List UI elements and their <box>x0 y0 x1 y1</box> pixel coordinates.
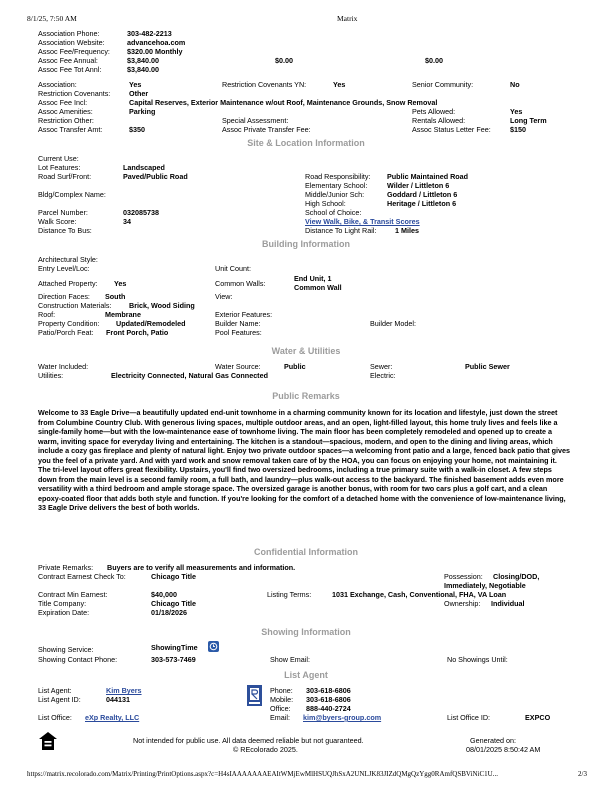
attached-label: Attached Property: <box>38 279 98 288</box>
water-source-label: Water Source: <box>215 362 261 371</box>
entry-label: Entry Level/Loc: <box>38 264 90 273</box>
rentals-label: Rentals Allowed: <box>412 116 466 125</box>
builder-label: Builder Name: <box>215 319 261 328</box>
showing-service-label: Showing Service: <box>38 645 94 654</box>
pets-value: Yes <box>510 107 523 116</box>
direction-value: South <box>105 292 126 301</box>
sewer-label: Sewer: <box>370 362 393 371</box>
agent-heading: List Agent <box>284 670 328 680</box>
view-label: View: <box>215 292 233 301</box>
rentals-value: Long Term <box>510 116 547 125</box>
rail-value: 1 Miles <box>395 226 419 235</box>
showings-until-label: No Showings Until: <box>447 655 508 664</box>
generated-value: 08/01/2025 8:50:42 AM <box>466 745 541 754</box>
disclaimer-line-2: © REcolorado 2025. <box>233 745 298 754</box>
listing-terms-value: 1031 Exchange, Cash, Conventional, FHA, VA Loan <box>332 590 507 599</box>
private-remarks-label: Private Remarks: <box>38 563 94 572</box>
private-transfer-label: Assoc Private Transfer Fee: <box>222 125 311 134</box>
transfer-value: $350 <box>129 125 145 134</box>
assoc-fee-annual-label: Assoc Fee Annual: <box>38 56 98 65</box>
association-label: Association: <box>38 80 77 89</box>
high-value: Heritage / Littleton 6 <box>387 199 457 208</box>
condition-label: Property Condition: <box>38 319 100 328</box>
senior-label: Senior Community: <box>412 80 474 89</box>
earnest-check-label: Contract Earnest Check To: <box>38 572 126 581</box>
covenants-yn-value: Yes <box>333 80 346 89</box>
transfer-label: Assoc Transfer Amt: <box>38 125 103 134</box>
agent-email-label: Email: <box>270 713 290 722</box>
earnest-min-label: Contract Min Earnest: <box>38 590 108 599</box>
amenities-value: Parking <box>129 107 156 116</box>
walls-label: Common Walls: <box>215 279 266 288</box>
roof-value: Membrane <box>105 310 141 319</box>
assoc-fee-freq-label: Assoc Fee/Frequency: <box>38 47 110 56</box>
assoc-website-label: Association Website: <box>38 38 105 47</box>
showing-contact-value: 303-573-7469 <box>151 655 196 664</box>
realtor-icon <box>247 685 262 706</box>
parcel-value: 032085738 <box>123 208 159 217</box>
possession-value-1: Closing/DOD, <box>493 572 540 581</box>
lot-value: Landscaped <box>123 163 165 172</box>
walls-value-2: Common Wall <box>294 283 342 292</box>
remarks-heading: Public Remarks <box>272 391 340 401</box>
assoc-fee-tot-label: Assoc Fee Tot Annl: <box>38 65 102 74</box>
middle-label: Middle/Junior Sch: <box>305 190 365 199</box>
pool-label: Pool Features: <box>215 328 262 337</box>
agent-mobile-value: 303-618-6806 <box>306 695 351 704</box>
office-id-value: EXPCO <box>525 713 551 722</box>
walk-value: 34 <box>123 217 131 226</box>
listing-terms-label: Listing Terms: <box>267 590 312 599</box>
walk-score-link[interactable]: View Walk, Bike, & Transit Scores <box>305 217 420 226</box>
ownership-value: Individual <box>491 599 525 608</box>
agent-id-label: List Agent ID: <box>38 695 81 704</box>
earnest-check-value: Chicago Title <box>151 572 196 581</box>
patio-value: Front Porch, Patio <box>106 328 169 337</box>
covenants-yn-label: Restriction Covenants YN: <box>222 80 307 89</box>
fee-incl-label: Assoc Fee Incl: <box>38 98 88 107</box>
elem-label: Elementary School: <box>305 181 368 190</box>
showing-service-value: ShowingTime <box>151 643 198 652</box>
construction-label: Construction Materials: <box>38 301 112 310</box>
senior-value: No <box>510 80 520 89</box>
expiration-label: Expiration Date: <box>38 608 90 617</box>
possession-value-2: Immediately, Negotiable <box>444 581 526 590</box>
site-heading: Site & Location Information <box>247 138 365 148</box>
agent-office-phone-value: 888-440-2724 <box>306 704 351 713</box>
agent-mobile-label: Mobile: <box>270 695 294 704</box>
agent-id-value: 044131 <box>106 695 130 704</box>
private-remarks-value: Buyers are to verify all measurements and information. <box>107 563 296 572</box>
unit-count-label: Unit Count: <box>215 264 251 273</box>
assoc-fee-annual-value: $3,840.00 <box>127 56 159 65</box>
patio-label: Patio/Porch Feat: <box>38 328 94 337</box>
lot-label: Lot Features: <box>38 163 81 172</box>
roof-label: Roof: <box>38 310 56 319</box>
road-resp-value: Public Maintained Road <box>387 172 469 181</box>
show-email-label: Show Email: <box>270 655 310 664</box>
model-label: Builder Model: <box>370 319 416 328</box>
arch-label: Architectural Style: <box>38 255 98 264</box>
title-co-value: Chicago Title <box>151 599 196 608</box>
agent-office-phone-label: Office: <box>270 704 291 713</box>
assoc-fee-annual-value-3: $0.00 <box>425 56 443 65</box>
expiration-value: 01/18/2026 <box>151 608 187 617</box>
disclaimer-line-1: Not intended for public use. All data deemed reliable but not guaranteed. <box>133 736 364 745</box>
showingtime-icon <box>208 641 219 652</box>
building-heading: Building Information <box>262 239 350 249</box>
agent-label: List Agent: <box>38 686 72 695</box>
status-letter-label: Assoc Status Letter Fee: <box>412 125 491 134</box>
assoc-phone-value: 303-482-2213 <box>127 29 172 38</box>
walk-label: Walk Score: <box>38 217 77 226</box>
footer-page: 2/3 <box>578 770 587 778</box>
utilities-label: Utilities: <box>38 371 64 380</box>
middle-value: Goddard / Littleton 6 <box>387 190 458 199</box>
agent-phone-value: 303-618-6806 <box>306 686 351 695</box>
showing-heading: Showing Information <box>261 627 351 637</box>
assoc-phone-label: Association Phone: <box>38 29 100 38</box>
office-link[interactable]: eXp Realty, LLC <box>85 713 140 722</box>
earnest-min-value: $40,000 <box>151 590 177 599</box>
office-id-label: List Office ID: <box>447 713 491 722</box>
agent-phone-label: Phone: <box>270 686 293 695</box>
current-use-label: Current Use: <box>38 154 79 163</box>
ownership-label: Ownership: <box>444 599 481 608</box>
condition-value: Updated/Remodeled <box>116 319 186 328</box>
road-surf-value: Paved/Public Road <box>123 172 188 181</box>
direction-label: Direction Faces: <box>38 292 90 301</box>
utilities-value: Electricity Connected, Natural Gas Connected <box>111 371 268 380</box>
footer-url: https://matrix.recolorado.com/Matrix/Printing/PrintOptions.aspx?c=H4sIAAAAAAAEAItWMjEwMlHSUQJhSxA2UNLJK83JIZdQMgQzYgg0RAmfQSBViNiC1U... <box>27 770 498 778</box>
confidential-heading: Confidential Information <box>254 547 358 557</box>
generated-label: Generated on: <box>470 736 516 745</box>
bus-label: Distance To Bus: <box>38 226 92 235</box>
possession-label: Possession: <box>444 572 483 581</box>
office-label: List Office: <box>38 713 72 722</box>
rail-label: Distance To Light Rail: <box>305 226 377 235</box>
electric-label: Electric: <box>370 371 396 380</box>
bldg-label: Bldg/Complex Name: <box>38 190 106 199</box>
title-co-label: Title Company: <box>38 599 87 608</box>
road-surf-label: Road Surf/Front: <box>38 172 92 181</box>
restriction-covenants-label: Restriction Covenants: <box>38 89 111 98</box>
association-value: Yes <box>129 80 142 89</box>
print-title: Matrix <box>337 14 358 23</box>
road-resp-label: Road Responsibility: <box>305 172 371 181</box>
exterior-label: Exterior Features: <box>215 310 273 319</box>
amenities-label: Assoc Amenities: <box>38 107 93 116</box>
restriction-other-label: Restriction Other: <box>38 116 94 125</box>
assoc-fee-annual-value-2: $0.00 <box>275 56 293 65</box>
high-label: High School: <box>305 199 346 208</box>
elem-value: Wilder / Littleton 6 <box>387 181 450 190</box>
pets-label: Pets Allowed: <box>412 107 456 116</box>
assoc-fee-freq-value: $320.00 Monthly <box>127 47 183 56</box>
agent-link[interactable]: Kim Byers <box>106 686 142 695</box>
showing-contact-label: Showing Contact Phone: <box>38 655 118 664</box>
assoc-fee-tot-value: $3,840.00 <box>127 65 159 74</box>
special-assessment-label: Special Assessment: <box>222 116 289 125</box>
water-heading: Water & Utilities <box>271 346 341 356</box>
assoc-website-value: advancehoa.com <box>127 38 186 47</box>
walls-value-1: End Unit, 1 <box>294 274 332 283</box>
attached-value: Yes <box>114 279 127 288</box>
agent-email-link[interactable]: kim@byers-group.com <box>303 713 382 722</box>
equal-housing-icon <box>38 731 58 751</box>
sewer-value: Public Sewer <box>465 362 510 371</box>
public-remarks-text: Welcome to 33 Eagle Drive—a beautifully updated end-unit townhome in a charming community known for its location and lifestyle, just down the street from Columbine Country Club. With generous living spaces, multiple outdoor areas, and an open, light-filled layout, this home truly lives and feels like a single-family home—but with the low-maintenance ease of townhome living. The main floor has been completely remodeled and opened up to create a warm, inviting space for everyday living and entertaining. The kitchen is a standout—spacious, modern, and open to the dining and living areas, which include a cozy gas fireplace and plenty of natural light. Enjoy two private outdoor spaces—a welcoming front patio and a large, fenced back patio that gives you the feel of a private yard. And with yard work and snow removal taken care of by the HOA, you can focus on enjoying your home, not maintaining it. The tri-level layout offers great flexibility. Upstairs, you'll find two oversized bedrooms, including a true primary suite with a walk-in closet. A few steps down from the main level is a second family room, a full bath, and laundry—plus walk-out access to the backyard. The finished basement adds even more versatility with a third bedroom and ample storage space. The oversized garage is another bonus, with room for two cars plus a golf cart, and a clean epoxy-coated floor that adds both style and function. If you're looking for the comfort of a detached home with the convenience of low-maintenance living, 33 Eagle Drive delivers the best of both worlds. <box>38 408 570 513</box>
parcel-label: Parcel Number: <box>38 208 88 217</box>
water-included-label: Water Included: <box>38 362 89 371</box>
school-choice-label: School of Choice: <box>305 208 362 217</box>
construction-value: Brick, Wood Siding <box>129 301 195 310</box>
print-datetime: 8/1/25, 7:50 AM <box>27 14 77 23</box>
fee-incl-value: Capital Reserves, Exterior Maintenance w/out Roof, Maintenance Grounds, Snow Removal <box>129 98 438 107</box>
status-letter-value: $150 <box>510 125 526 134</box>
water-source-value: Public <box>284 362 306 371</box>
restriction-covenants-value: Other <box>129 89 149 98</box>
